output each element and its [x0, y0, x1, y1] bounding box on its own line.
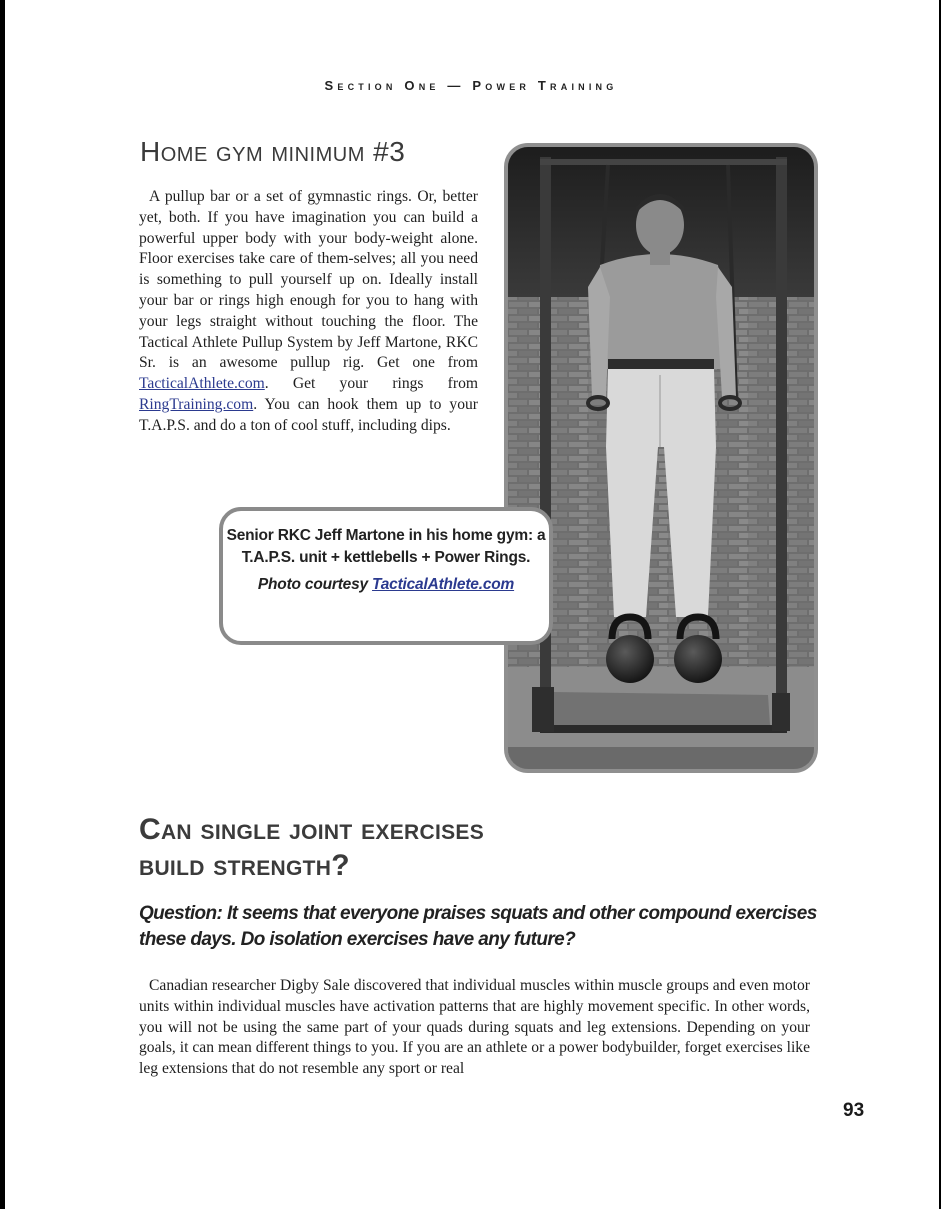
- page-left-edge: [0, 0, 5, 1209]
- body-paragraph: Canadian researcher Digby Sale discovered that individual muscles within muscle groups and even motor units within individual muscles have activation patterns that are highly movement specific. In other words, you will not be using the same part of your quads during squats and leg extensions. Depending on your goals, it can mean different things to you. If you are an athlete or a power bodybuilder, forget exercises like leg extensions that do not resemble any sport or real: [139, 977, 810, 1078]
- sidebar-text-2: . Get your rings from: [264, 375, 478, 393]
- caption-credit: [223, 576, 549, 594]
- tacticalathlete-link[interactable]: TacticalAthlete.com: [139, 375, 265, 393]
- sidebar-body: [139, 187, 478, 437]
- caption-text: Senior RKC Jeff Martone in his home gym: a T.A.P.S. unit + kettlebells + Power Rings.: [226, 527, 546, 566]
- ringtraining-link[interactable]: RingTraining.com: [139, 395, 254, 413]
- photo-frame: [504, 143, 818, 773]
- question-text: Question: It seems that everyone praises squats and other compound exercises these days. Do isolation exercises have any future?: [139, 903, 817, 950]
- section-heading-line2: build strength?: [139, 849, 350, 882]
- page-right-edge: [939, 0, 941, 1209]
- kettlebell-right: [674, 635, 722, 683]
- body-text: [139, 976, 810, 1080]
- running-head: Section One — Power Training: [324, 78, 618, 93]
- taps-right-post: [776, 157, 787, 727]
- sidebar-text-3: . You can hook them up to your T.A.P.S. and do a ton of cool stuff, including dips.: [139, 395, 478, 434]
- person-belt: [608, 359, 714, 369]
- page-number: 93: [843, 1100, 865, 1121]
- person-shirt: [594, 254, 730, 369]
- kettlebell-left: [606, 635, 654, 683]
- sidebar-title: Home gym minimum #3: [140, 136, 406, 167]
- photo-caption-box: [219, 507, 553, 645]
- sidebar-text-1: A pullup bar or a set of gymnastic rings. Or, better yet, both. If you have imagination you can build a powerful upper body with your body-weight alone. Floor exercises take care of them-selves; all you need is something to pull yourself up on. Ideally install your bar or rings high enough for you to hang with your legs straight without touching the floor. The Tactical Athlete Pullup System by Jeff Martone, RKC Sr. is an awesome pullup rig. Get one from: [139, 188, 478, 372]
- photo-jeff-martone: [508, 147, 814, 769]
- caption-credit-prefix: Photo courtesy: [257, 576, 368, 593]
- sidebar-paragraph: [139, 187, 478, 437]
- taps-base-bar: [540, 725, 787, 733]
- caption-credit-link[interactable]: TacticalAthlete.com: [372, 576, 515, 593]
- section-heading: [139, 812, 484, 884]
- section-heading-line1: Can single joint exercises: [139, 813, 485, 846]
- taps-top-bar: [540, 159, 787, 165]
